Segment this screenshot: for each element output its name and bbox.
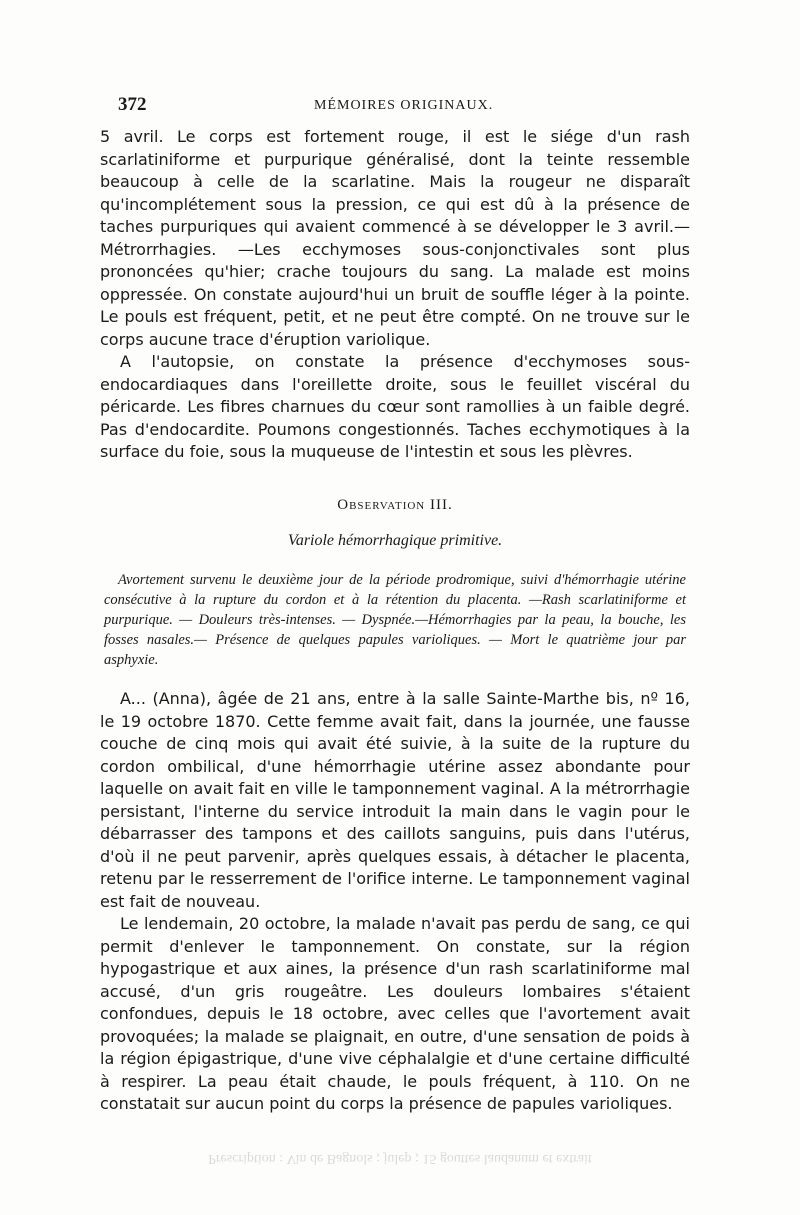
running-header (118, 94, 688, 124)
body-text-bottom (100, 688, 690, 1116)
running-title: MÉMOIRES ORIGINAUX. (314, 98, 494, 113)
summary-text: Avortement survenu le deuxième jour de la période prodromique, suivi d'hémorrhagie utérine consécutive à la rupture du cordon et à la rétention du placenta. —Rash scarlatiniforme et purpurique. — Douleurs très-intenses. — Dyspnée.—Hémorrhagies par la peau, la bouche, les fosses nasales.— Présence de quelques papules varioliques. — Mort le quatrième jour par asphyxie. (104, 572, 686, 668)
observation-subtitle: Variole hémorrhagique primitive. (287, 532, 503, 549)
body-text-top (100, 126, 690, 464)
paragraph-lendemain: Le lendemain, 20 octobre, la malade n'avait pas perdu de sang, ce qui permit d'enlever le tamponnement. On constate, sur la région hypogastrique et aux aines, la présence d'un rash scarlatiniforme mal accusé, d'un gris rougeâtre. Les douleurs lombaires s'étaient confondues, depuis le 18 octobre, avec celles que l'avortement avait provoquées; la malade se plaignait, en outre, d'une sensation de poids à la région épigastrique, d'une vive céphalalgie et d'une certaine difficulté à respirer. La peau était chaude, le pouls fréquent, à 110. On ne constatait sur aucun point du corps la présence de papules varioliques. (100, 914, 690, 1113)
observation-summary (104, 570, 686, 670)
bleed-through-text: Prescription : Vin de Bagnols ; julep ; 15 gouttes laudanum et extrait (208, 1151, 592, 1166)
page-number: 372 (118, 94, 147, 115)
paragraph-anna: A... (Anna), âgée de 21 ans, entre à la salle Sainte-Marthe bis, nº 16, le 19 octobre 1870. Cette femme avait fait, dans la journée, une fausse couche de cinq mois qui avait été suivie, à la suite de la rupture du cordon ombilical, d'une hémorrhagie utérine assez abondante pour laquelle on avait fait en ville le tamponnement vaginal. A la métrorrhagie persistant, l'interne du service introduit la main dans le vagin pour le débarrasser des tampons et des caillots sanguins, puis dans l'utérus, d'où il ne peut parvenir, après quelques essais, à détacher le placenta, retenu par le resserrement de l'orifice interne. Le tamponnement vaginal est fait de nouveau. (100, 689, 690, 911)
paragraph-5-avril: 5 avril. Le corps est fortement rouge, il est le siége d'un rash scarlatiniforme et purpurique généralisé, dont la teinte ressemble beaucoup à celle de la scarlatine. Mais la rougeur ne disparaît qu'incomplétement sous la pression, ce qui est dû à la présence de taches purpuriques qui avaient commencé à se développer le 3 avril.—Métrorrhagies. —Les ecchymoses sous-conjonctivales sont plus prononcées qu'hier; crache toujours du sang. La malade est moins oppressée. On constate aujourd'hui un bruit de souffle léger à la pointe. Le pouls est fréquent, petit, et ne peut être compté. On ne trouve sur le corps aucune trace d'éruption variolique. (100, 127, 690, 349)
paragraph-autopsie: A l'autopsie, on constate la présence d'ecchymoses sous-endocardiaques dans l'oreillette droite, sous le feuillet viscéral du péricarde. Les fibres charnues du cœur sont ramollies à un faible degré. Pas d'endocardite. Poumons congestionnés. Taches ecchymotiques à la surface du foie, sous la muqueuse de l'intestin et sous les plèvres. (100, 352, 690, 461)
observation-heading: Observation III. (337, 497, 453, 513)
